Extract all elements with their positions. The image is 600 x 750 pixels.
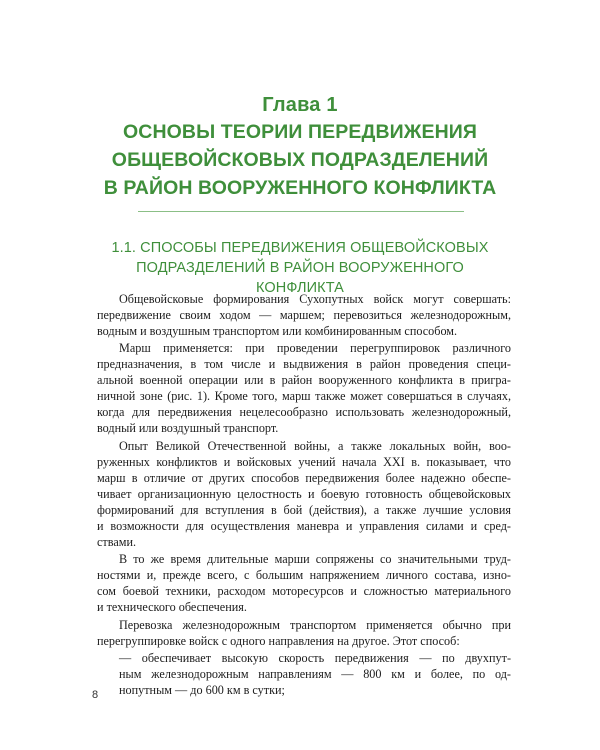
list-item	[97, 650, 511, 698]
text-line: Марш применяется: при проведении перегруппировок различного	[119, 341, 511, 356]
paragraph	[97, 551, 511, 615]
text-line: формирований для вступления в бой (действия), а также лучшие условия	[97, 502, 511, 517]
page-number: 8	[92, 689, 99, 701]
chapter-header	[100, 92, 500, 202]
text-line: и возможности для осуществления маневра и управления силами и сред-	[97, 518, 511, 533]
text-line: ностями и, прежде всего, с большим напряжением личного состава, изно-	[97, 568, 511, 583]
body-text	[97, 291, 511, 699]
text-line: альной военной операции или в район вооруженного конфликта в пригра-	[97, 373, 511, 388]
text-line: водным и воздушным транспортом или комбинированным способом.	[97, 324, 458, 338]
paragraph	[97, 438, 511, 550]
chapter-title-line: В РАЙОН ВООРУЖЕННОГО КОНФЛИКТА	[103, 177, 497, 199]
text-line: нопутным — до 600 км в сутки;	[119, 682, 285, 697]
chapter-divider	[138, 211, 464, 212]
text-line: Перевозка железнодорожным транспортом применяется обычно при	[119, 617, 511, 632]
text-line: чивает организационную целостность и боевую готовность общевойсковых	[97, 486, 511, 501]
paragraph	[97, 340, 511, 436]
text-line: ничной зоне (рис. 1). Кроме того, марш также может совершаться в случаях,	[97, 389, 511, 404]
text-line: ствами.	[97, 534, 137, 549]
chapter-title-line: ОСНОВЫ ТЕОРИИ ПЕРЕДВИЖЕНИЯ	[123, 121, 477, 143]
text-line: — обеспечивает высокую скорость передвижения — по двухпут-	[119, 650, 511, 665]
text-line: перегруппировке войск с одного направления на другое. Этот способ:	[97, 633, 460, 648]
text-line: Общевойсковые формирования Сухопутных войск могут совершать:	[119, 292, 511, 306]
text-line: ным железнодорожным направлениям — 800 км и более, по од-	[119, 666, 511, 681]
text-line: руженных конфликтов и войсковых учений начала XXI в. показывает, что	[97, 454, 511, 469]
section-heading	[100, 238, 500, 298]
paragraph	[97, 617, 511, 649]
text-line: водный или воздушный транспорт.	[97, 421, 279, 436]
text-line: и технического обеспечения.	[97, 600, 247, 615]
section-heading-line: 1.1. СПОСОБЫ ПЕРЕДВИЖЕНИЯ ОБЩЕВОЙСКОВЫХ	[111, 240, 489, 256]
section-heading-line: ПОДРАЗДЕЛЕНИЙ В РАЙОН ВООРУЖЕННОГО КОНФЛИКТА	[136, 260, 464, 296]
text-line: сом боевой техники, расходом моторесурсов и сложностью материального	[97, 584, 511, 599]
chapter-number: Глава 1	[262, 94, 338, 116]
text-line: Опыт Великой Отечественной войны, а также локальных войн, воо-	[119, 438, 511, 453]
text-line: предназначения, в том числе и выдвижения в район проведения специ-	[97, 357, 511, 372]
text-line: В то же время длительные марши сопряжены со значительными труд-	[119, 552, 511, 567]
chapter-title	[100, 118, 500, 202]
text-line: марш в отличие от других способов передвижения более надежно обеспе-	[97, 470, 511, 485]
text-line: когда для передвижения нецелесообразно использовать железнодорожный,	[97, 405, 511, 420]
text-line: передвижение своим ходом — маршем; перевозиться железнодорожным,	[97, 308, 511, 322]
chapter-title-line: ОБЩЕВОЙСКОВЫХ ПОДРАЗДЕЛЕНИЙ	[111, 149, 489, 171]
paragraph	[97, 291, 511, 339]
